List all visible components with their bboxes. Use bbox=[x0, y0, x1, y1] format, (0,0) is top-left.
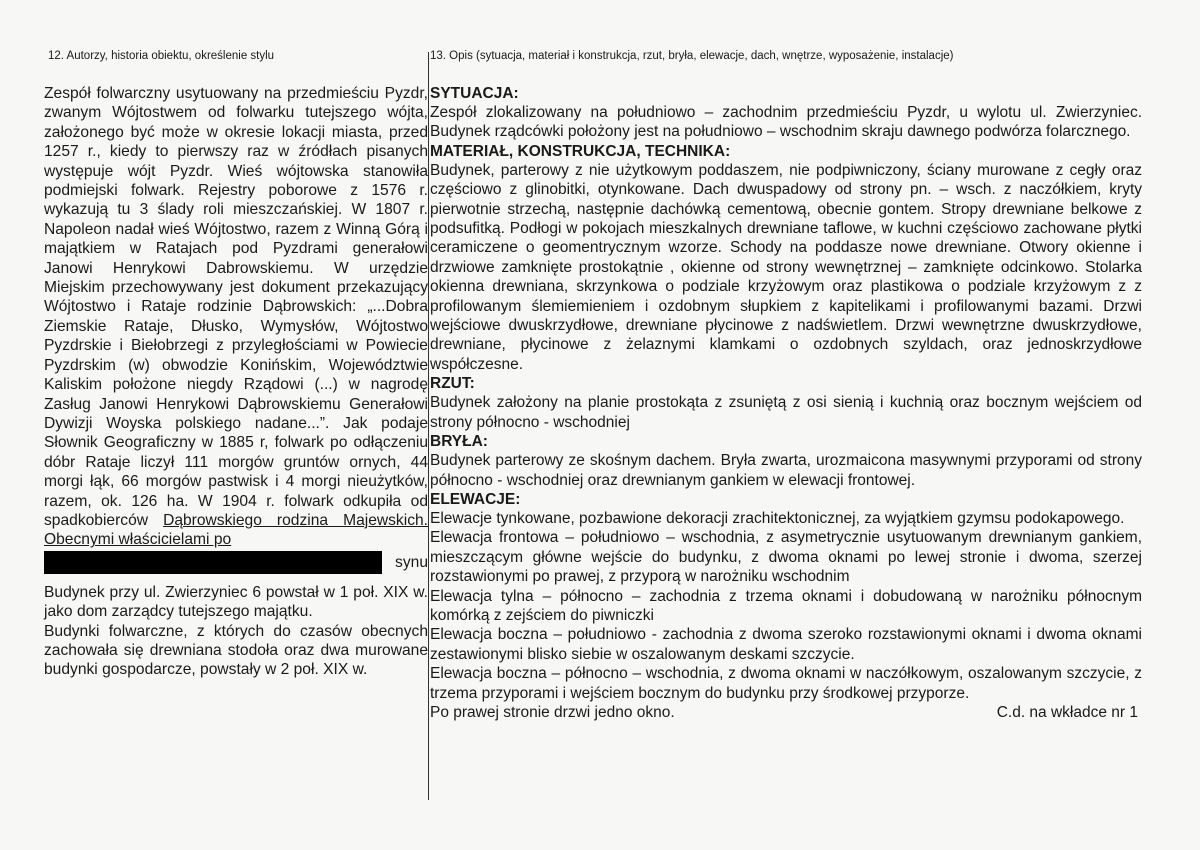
redaction-line bbox=[44, 551, 428, 575]
last-line bbox=[430, 703, 1142, 722]
synu-text: synu bbox=[395, 554, 428, 572]
history-header: 12. Autorzy, historia obiektu, określenie stylu bbox=[48, 50, 275, 62]
bryla-text: Budynek parterowy ze skośnym dachem. Bryła zwarta, urozmaicona masywnymi przyporami od strony północno - wschodniej oraz drewnianym gankiem w elewacji frontowej. bbox=[430, 452, 1142, 489]
elewacja-tylna-text: Elewacja tylna – północno – zachodnia z trzema oknami i dobudowaną w narożniku północnym komórką z zejściem do piwniczki bbox=[430, 587, 1142, 624]
history-column bbox=[44, 48, 428, 680]
description-column bbox=[430, 48, 1142, 722]
farm-buildings-paragraph: Budynki folwarczne, z których do czasów obecnych zachowała się drewniana stodoła oraz dwa murowane budynki gospodarcze, powstały w 2 poł. XIX w. bbox=[44, 622, 428, 679]
description-body bbox=[430, 84, 1142, 722]
description-header: 13. Opis (sytuacja, materiał i konstrukcja, rzut, bryła, elewacje, dach, wnętrze, wyposażenie, instalacje) bbox=[430, 50, 954, 62]
sytuacja-text: Zespół zlokalizowany na południowo – zachodnim przedmieściu Pyzdr, u wylotu ul. Zwierzyniec. Budynek rządcówki położony jest na południowo – wschodnim skraju dawnego podwórza folarcznego. bbox=[430, 104, 1142, 141]
material-text: Budynek, parterowy z nie użytkowym poddaszem, nie podpiwniczony, ściany murowane z cegły oraz częściowo z glinobitki, otynkowane. Dach dwuspadowy od strony pn. – wsch. z naczółkiem, kryty pierwotnie strzechą, następnie dachówką cementową, obecnie gontem. Stropy drewniane belkowe z podsufitką. Podłogi w pokojach mieszkalnych drewniane taflowe, w kuchni częściowo zachowane płytki ceramiczene o geomentrycznym wzorze. Schody na poddasze nowe drewniane. Otwory okienne i drzwiowe zamknięte prostokątnie , okienne od strony wewnętrznej – zamknięte odcinkowo. Stolarka okienna drewniana, skrzynkowa o podziale krzyżowym oraz plastikowa o podziale krzyżowym z z profilowanym ślemiemieniem i ozdobnym słupkiem z kapitelikami i profilowanymi bazami. Drzwi wejściowe dwuskrzydłowe, drewniane płycinowe z nadświetlem. Drzwi wewnętrzne dwuskrzydłowe, drewniane, płycinowe z żelaznymi klamkami o ozdobnych szyldach, oraz jednoskrzydłowe współczesne. bbox=[430, 161, 1142, 373]
history-paragraph bbox=[44, 84, 428, 550]
elewacje-general-text: Elewacje tynkowane, pozbawione dekoracji zrachitektonicznej, za wyjątkiem gzymsu podokapowego. bbox=[430, 509, 1125, 527]
bryla-heading: BRYŁA: bbox=[430, 433, 488, 451]
elewacje-heading: ELEWACJE: bbox=[430, 490, 521, 508]
history-text: Zespół folwarczny usytuowany na przedmieściu Pyzdr, zwanym Wójtostwem od folwarku tutejszego wójta, założonego być może w okresie lokacji miasta, przed 1257 r., kiedy to pierwszy raz w źródłach pisanych występuje wójt Pyzdr. Wieś wójtowska stanowiła podmiejski folwark. Rejestry poborowe z 1576 r. wykazują tu 3 ślady roli mieszczańskiej. W 1807 r. Napoleon nadał wieś Wójtostwo, razem z Winną Górą i majątkiem w Ratajach pod Pyzdrami generałowi Janowi Henrykowi Dabrowskiemu. W urzędzie Miejskim przechowywany jest dokument przekazujący Wójtostwo i Rataje rodzinie Dąbrowskich: „...Dobra Ziemskie Rataje, Dłusko, Wymysłów, Wójtostwo Pyzdrskie i Biełobrzegi z przyległościami w Powiecie Pyzdrskim (w) obwodzie Konińskim, Województwie Kaliskim położone niegdy Rządowi (...) w nagrodę Zasług Janowi Henrykowi Dąbrowskiemu Generałowi Dywizji Woyska polskiego nadane...”. Jak podaje Słownik Geograficzny w 1885 r, folwark po odłączeniu dóbr Rataje liczył 111 morgów gruntów ornych, 44 morgi łąk, 66 morgów pastwisk i 4 morgi nieużytków, razem, ok. 126 ha. W 1904 r. folwark odkupiła od spadkobierców bbox=[44, 85, 428, 529]
redaction-block bbox=[44, 551, 382, 574]
rzut-heading: RZUT: bbox=[430, 375, 475, 393]
house-date-paragraph: Budynek przy ul. Zwierzyniec 6 powstał w 1 poł. XIX w. jako dom zarządcy tutejszego majątku. bbox=[44, 583, 428, 621]
elewacja-boczna-ne-text: Elewacja boczna – północno – wschodnia, z dwoma oknami w naczółkowym, oszalowanym szczycie, z trzema przyporami i wejściem bocznym do budynku przy środkowej przyporze. bbox=[430, 665, 1142, 702]
final-sentence: Po prawej stronie drzwi jedno okno. bbox=[430, 703, 675, 721]
elewacja-frontowa-text: Elewacja frontowa – południowo – wschodnia, z asymetrycznie usytuowanym drewnianym gankiem, mieszczącym główne wejście do budynku, z dwoma oknami po lewej stronie i dwoma, szerzej rozstawionymi po prawej, z przyporą w narożniku wschodnim bbox=[430, 529, 1142, 586]
column-divider bbox=[428, 52, 429, 800]
continuation-note: C.d. na wkładce nr 1 bbox=[996, 703, 1138, 721]
material-heading: MATERIAŁ, KONSTRUKCJA, TECHNIKA: bbox=[430, 142, 731, 160]
sytuacja-heading: SYTUACJA: bbox=[430, 85, 519, 102]
history-body bbox=[44, 84, 428, 680]
elewacja-boczna-sw-text: Elewacja boczna – południowo - zachodnia z dwoma szeroko rozstawionymi oknami i dwoma oknami zestawionymi blisko siebie w oszalowanym deskami szczycie. bbox=[430, 626, 1142, 663]
rzut-text: Budynek założony na planie prostokąta z zsuniętą z osi sienią i kuchnią oraz bocznym wejściem od strony północno - wschodniej bbox=[430, 394, 1142, 431]
history-underlined-text: Dąbrowskiego rodzina Majewskich. Obecnymi właścicielami po bbox=[44, 511, 428, 549]
